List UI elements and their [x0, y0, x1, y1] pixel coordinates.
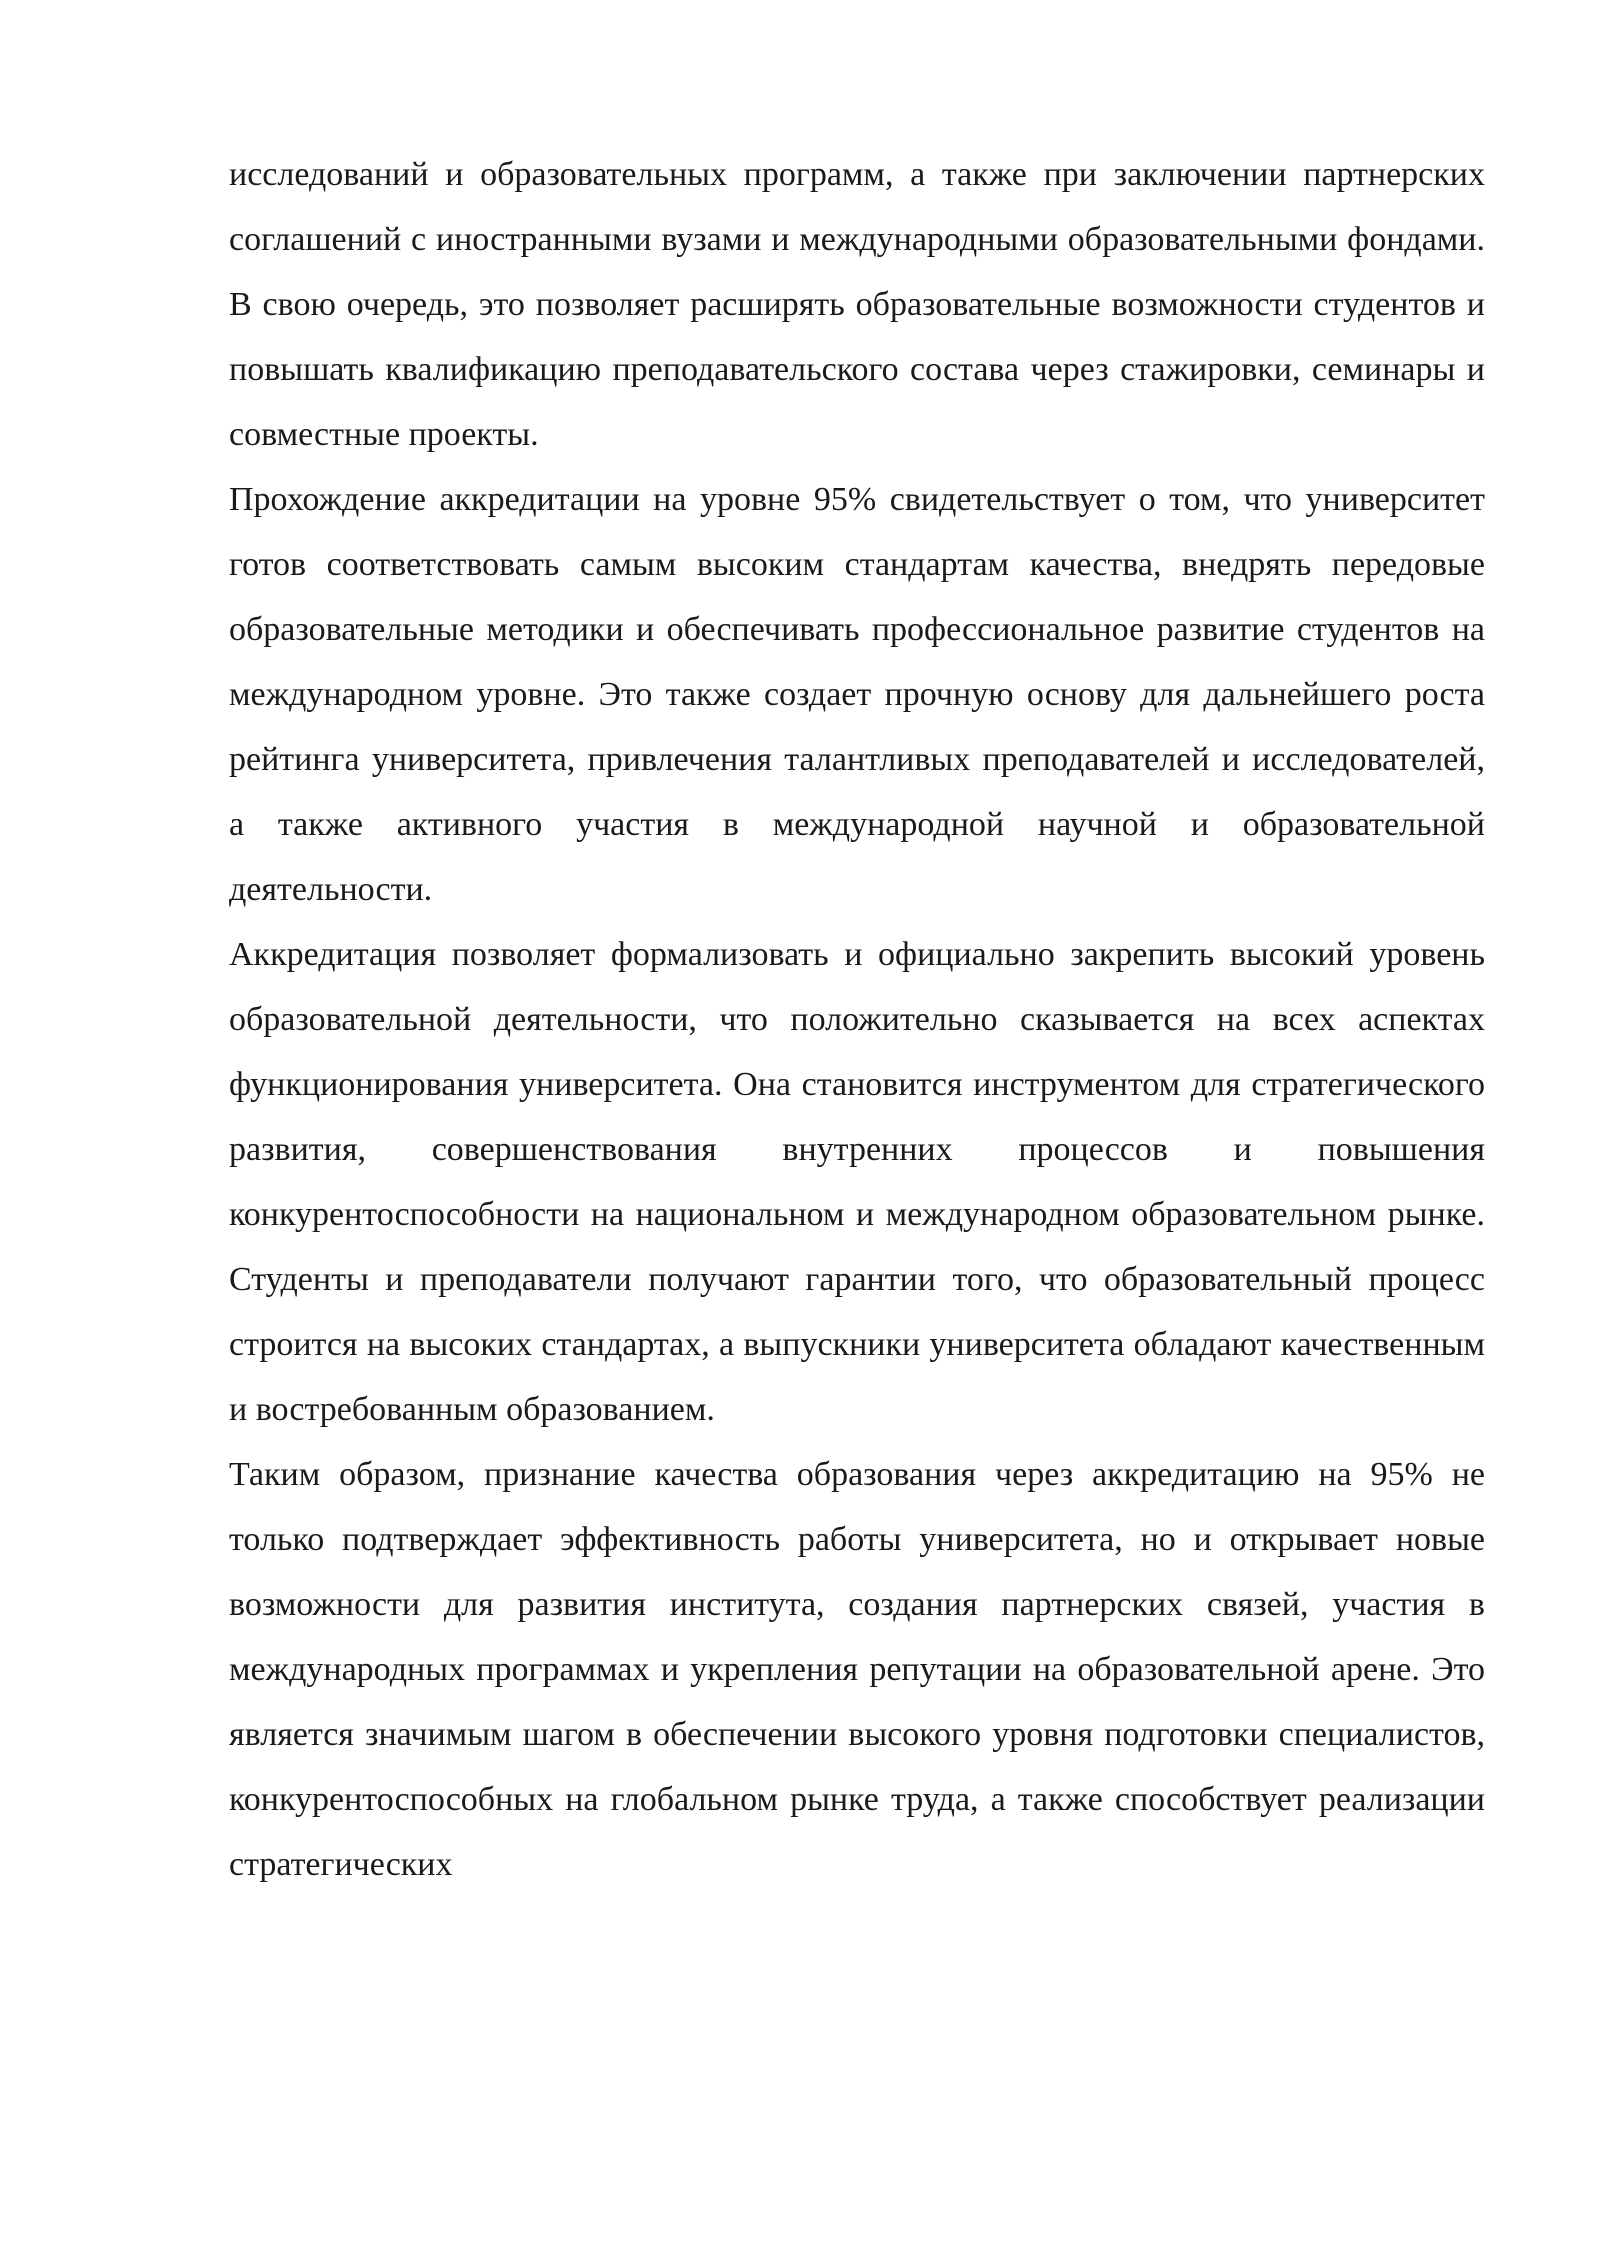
- paragraph-1: исследований и образовательных программ, а также при заключении партнерских соглашений с иностранными вузами и международными образовательными фондами. В свою очередь, это позволяет расширять образовательные возможности студентов и повышать квалификацию преподавательского состава через стажировки, семинары и совместные проекты.: [229, 156, 1485, 453]
- paragraph-3: Аккредитация позволяет формализовать и официально закрепить высокий уровень образовательной деятельности, что положительно сказывается на всех аспектах функционирования университета. Она становится инструментом для стратегического развития, совершенствования внутренних процессов и повышения конкурентоспособности на национальном и международном образовательном рынке. Студенты и преподаватели получают гарантии того, что образовательный процесс строится на высоких стандартах, а выпускники университета обладают качественным и востребованным образованием.: [229, 936, 1485, 1428]
- paragraph-4: Таким образом, признание качества образования через аккредитацию на 95% не только подтверждает эффективность работы университета, но и открывает новые возможности для развития института, создания партнерских связей, участия в международных программах и укрепления репутации на образовательной арене. Это является значимым шагом в обеспечении высокого уровня подготовки специалистов, конкурентоспособных на глобальном рынке труда, а также способствует реализации стратегических: [229, 1456, 1485, 1883]
- paragraph-2: Прохождение аккредитации на уровне 95% свидетельствует о том, что университет готов соответствовать самым высоким стандартам качества, внедрять передовые образовательные методики и обеспечивать профессиональное развитие студентов на международном уровне. Это также создает прочную основу для дальнейшего роста рейтинга университета, привлечения талантливых преподавателей и исследователей, а также активного участия в международной научной и образовательной деятельности.: [229, 481, 1485, 908]
- document-body: [229, 142, 1485, 1897]
